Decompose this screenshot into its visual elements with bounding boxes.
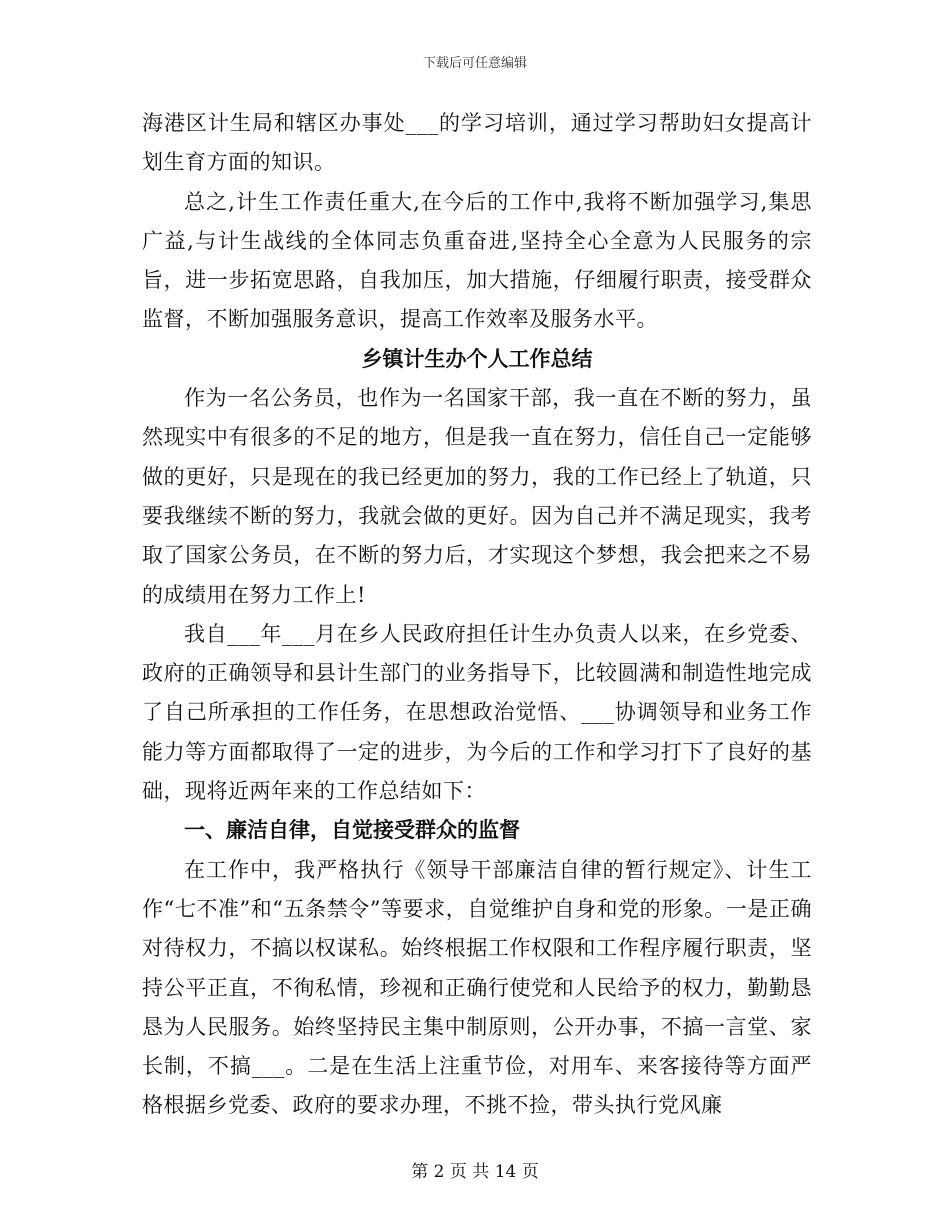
- paragraph-overview: 我自___年___月在乡人民政府担任计生办负责人以来，在乡党委、政府的正确领导和县计生部门的业务指导下，比较圆满和制造性地完成了自己所承担的工作任务，在思想政治觉悟、___协调领导和业务工作能力等方面都取得了一定的进步，为今后的工作和学习打下了良好的基础，现将近两年来的工作总结如下：: [142, 621, 812, 804]
- page-footer: 第 2 页 共 14 页: [411, 1162, 539, 1182]
- document-title: 乡镇计生办个人工作总结: [361, 346, 593, 371]
- paragraph-summary: 总之,计生工作责任重大,在今后的工作中,我将不断加强学习,集思广益,与计生战线的全体同志负重奋进,坚持全心全意为人民服务的宗旨，进一步拓宽思路，自我加压，加大措施，仔细履行职责，接受群众监督，不断加强服务意识，提高工作效率及服务水平。: [142, 189, 812, 332]
- document-body: [142, 104, 812, 1126]
- section-heading: 一、廉洁自律，自觉接受群众的监督: [184, 818, 520, 843]
- paragraph-integrity: 在工作中，我严格执行《领导干部廉洁自律的暂行规定》、计生工作“七不准”和“五条禁令”等要求，自觉维护自身和党的形象。一是正确对待权力，不搞以权谋私。始终根据工作权限和工作程序履行职责，坚持公平正直，不徇私情，珍视和正确行使党和人民给予的权力，勤勤恳恳为人民服务。始终坚持民主集中制原则，公开办事，不搞一言堂、家长制，不搞___。二是在生活上注重节俭，对用车、来客接待等方面严格根据乡党委、政府的要求办理，不挑不捡，带头执行党风廉: [142, 857, 812, 1118]
- paragraph-continued: 海港区计生局和辖区办事处___的学习培训，通过学习帮助妇女提高计划生育方面的知识。: [142, 111, 812, 175]
- page-header: 下载后可任意编辑: [422, 56, 527, 71]
- paragraph-intro: 作为一名公务员，也作为一名国家干部，我一直在不断的努力，虽然现实中有很多的不足的地方，但是我一直在努力，信任自己一定能够做的更好，只是现在的我已经更加的努力，我的工作已经上了轨道，只要我继续不断的努力，我就会做的更好。因为自己并不满足现实，我考取了国家公务员，在不断的努力后，才实现这个梦想，我会把来之不易的成绩用在努力工作上!: [142, 386, 812, 607]
